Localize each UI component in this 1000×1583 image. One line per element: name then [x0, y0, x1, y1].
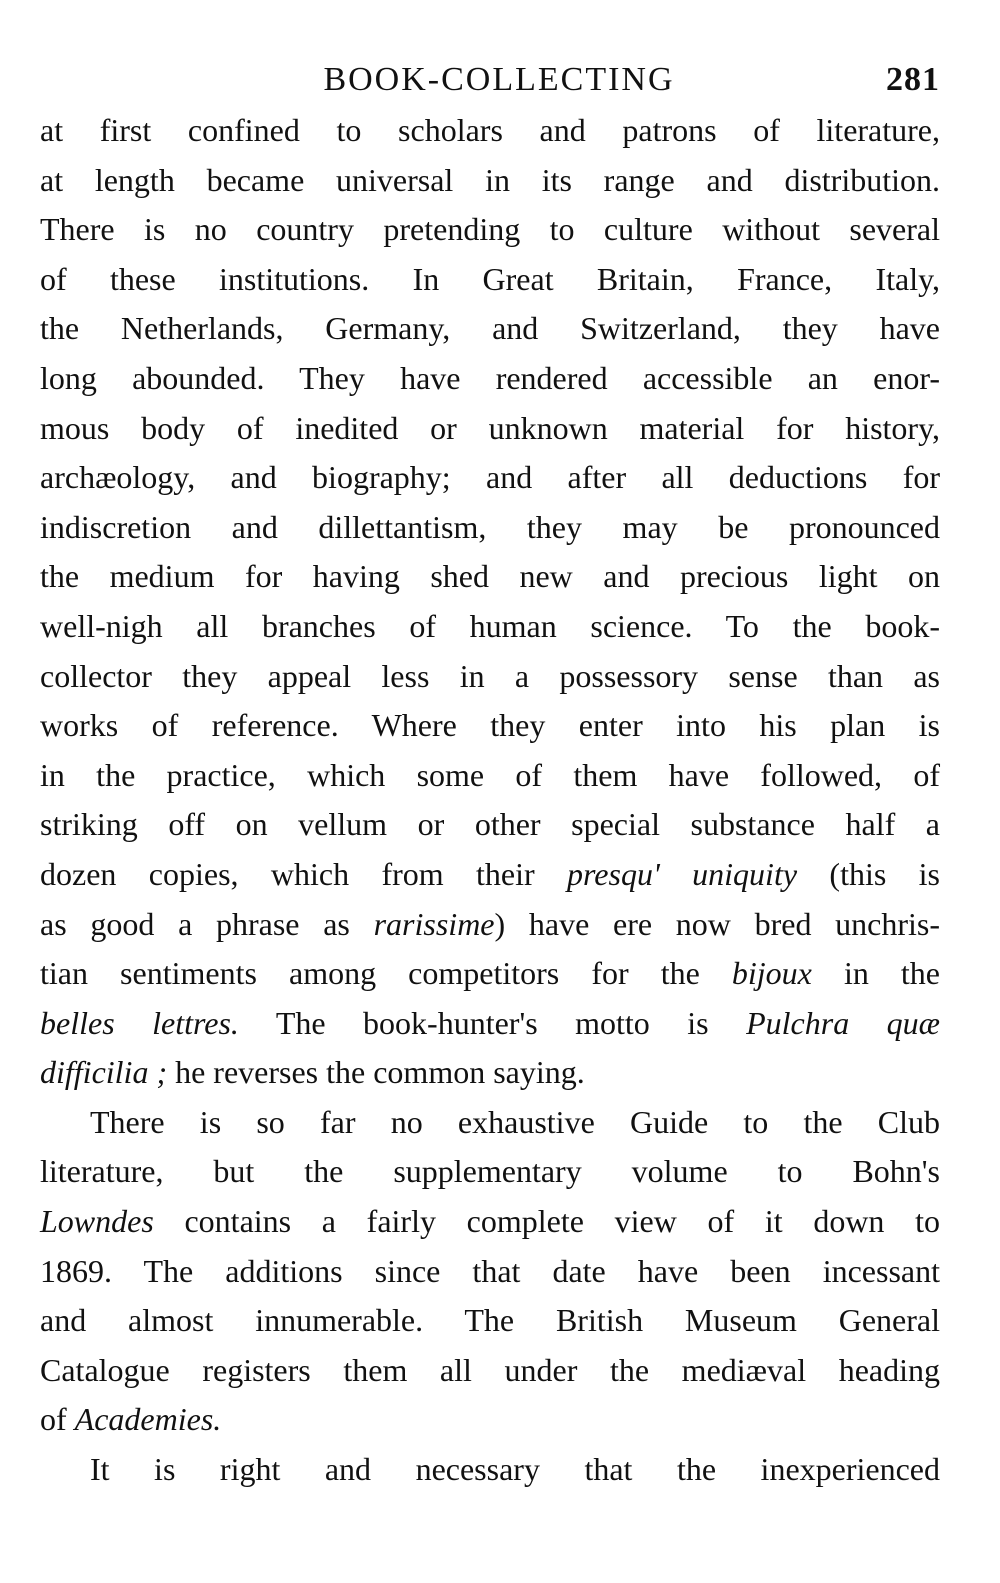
italic-text: Lowndes — [40, 1203, 154, 1240]
text-line — [40, 800, 940, 850]
text-line — [40, 1296, 940, 1346]
italic-text: bijoux — [731, 955, 812, 992]
text-segment: mous body of inedited or unknown material for history, — [40, 409, 940, 446]
text-line — [40, 900, 940, 950]
text-segment: and almost innumerable. The British Museum General — [40, 1302, 940, 1339]
text-segment: at first confined to scholars and patrons of literature, — [40, 112, 940, 148]
text-segment: 1869. The additions since that date have been incessant — [40, 1252, 940, 1289]
text-line — [40, 156, 940, 206]
text-segment: (this is — [797, 855, 941, 892]
running-header — [40, 54, 940, 106]
text-line — [40, 751, 940, 801]
text-segment: tian sentiments among competitors for the — [40, 955, 732, 992]
text-segment: literature, but the supplementary volume to Bohn's — [40, 1153, 940, 1190]
text-segment: long abounded. They have rendered accessible an enor- — [40, 359, 940, 396]
text-segment: contains a fairly complete view of it down to — [153, 1203, 940, 1240]
text-segment: in the — [811, 955, 941, 992]
book-page — [40, 54, 940, 1495]
text-line — [40, 1048, 940, 1098]
text-line — [40, 1247, 940, 1297]
text-segment: of — [40, 1401, 75, 1438]
text-line — [40, 205, 940, 255]
text-line — [40, 354, 940, 404]
italic-text: belles lettres. — [40, 1004, 239, 1041]
text-line — [40, 949, 940, 999]
text-segment: at length became universal in its range and distribution. — [40, 161, 940, 198]
text-segment: striking off on vellum or other special substance half a — [40, 806, 940, 843]
text-line — [40, 552, 940, 602]
text-segment: collector they appeal less in a possessory sense than as — [40, 657, 940, 694]
text-line — [40, 850, 940, 900]
italic-text: rarissime — [373, 905, 495, 942]
text-segment: as good a phrase as — [40, 905, 374, 942]
italic-text: Academies. — [74, 1401, 222, 1438]
text-segment: indiscretion and dillettantism, they may be pronounced — [40, 508, 940, 545]
text-segment: in the practice, which some of them have followed, of — [40, 756, 940, 793]
text-line — [40, 701, 940, 751]
body-text — [40, 106, 940, 1495]
text-segment: There is so far no exhaustive Guide to the Club — [90, 1103, 940, 1140]
text-line — [40, 652, 940, 702]
text-line — [40, 602, 940, 652]
text-segment: It is right and necessary that the inexperienced — [90, 1451, 940, 1488]
text-line — [40, 1147, 940, 1197]
text-line — [40, 1346, 940, 1396]
text-line — [40, 304, 940, 354]
text-segment: ) have ere now bred unchris- — [494, 905, 941, 942]
italic-text: difficilia ; — [40, 1054, 168, 1091]
text-segment: Catalogue registers them all under the mediæval heading — [40, 1351, 940, 1388]
text-segment: The book-hunter's motto is — [238, 1004, 747, 1041]
text-line — [40, 404, 940, 454]
text-segment: of these institutions. In Great Britain, France, Italy, — [40, 260, 940, 297]
text-segment: There is no country pretending to culture without several — [40, 211, 940, 248]
text-segment: dozen copies, which from their — [40, 855, 568, 892]
italic-text: presqu' uniquity — [567, 855, 798, 892]
text-line — [40, 1197, 940, 1247]
text-segment: the Netherlands, Germany, and Switzerland, they have — [40, 310, 940, 347]
text-line — [40, 1395, 940, 1445]
italic-text: Pulchra quæ — [746, 1004, 941, 1041]
text-line — [40, 106, 940, 156]
text-line — [40, 255, 940, 305]
text-segment: works of reference. Where they enter into his plan is — [40, 707, 940, 744]
text-segment: the medium for having shed new and precious light on — [40, 558, 940, 595]
text-line — [40, 453, 940, 503]
text-segment: archæology, and biography; and after all deductions for — [40, 459, 940, 496]
text-segment: he reverses the common saying. — [167, 1054, 585, 1091]
text-line — [40, 503, 940, 553]
text-line — [40, 999, 940, 1049]
text-line — [40, 1098, 940, 1148]
page-number: 281 — [886, 61, 940, 98]
running-title: BOOK-COLLECTING — [323, 61, 675, 98]
text-segment: well-nigh all branches of human science. To the book- — [40, 607, 940, 644]
text-line — [40, 1445, 940, 1495]
